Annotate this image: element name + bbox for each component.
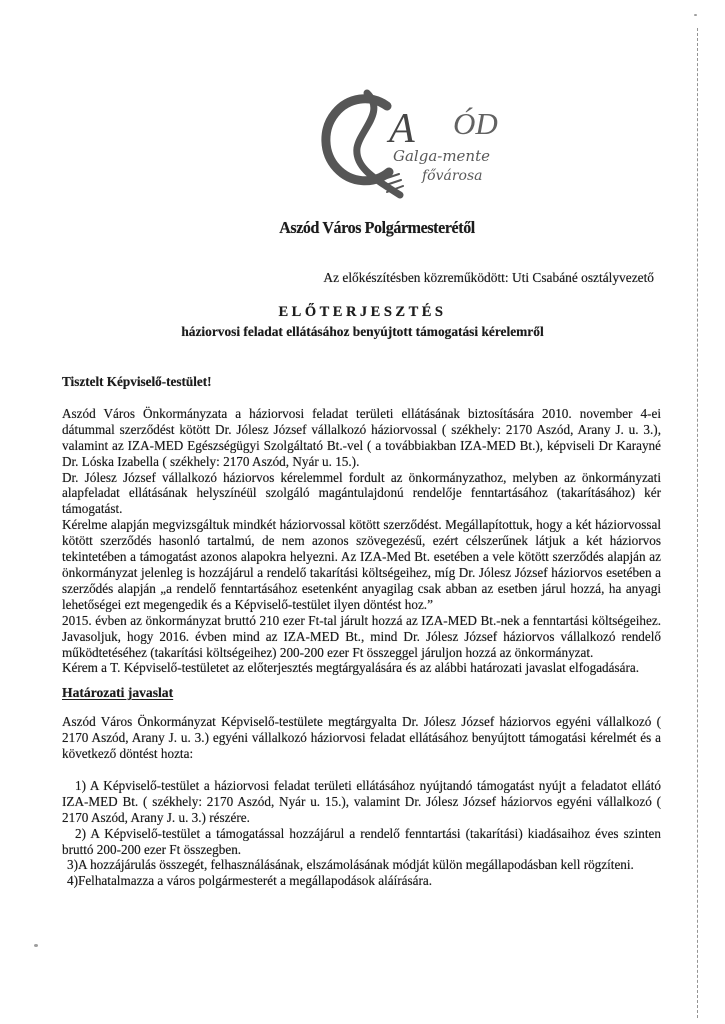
resolution-item: 3)A hozzájárulás összegét, felhasználásának, elszámolásának módját külön megállapodásban kell rögzíteni.: [67, 857, 634, 873]
resolution-heading: Határozati javaslat: [62, 685, 174, 701]
body-paragraph: Aszód Város Önkormányzata a háziorvosi feladat területi ellátásának biztosítására 2010. november 4-ei dátummal szerződést kötött Dr. Jólesz József vállalkozó háziorvossal ( székhely: 2170 Aszód, Arany J. u. 3.), valamint az IZA-MED Egészségügyi Szolgáltató Bt.-vel ( a továbbiakban IZA-MED Bt.), képviseli Dr Karayné Dr. Lóska Izabella ( székhely: 2170 Aszód, Nyár u. 15.).: [62, 405, 661, 469]
aszod-city-logo: [303, 88, 505, 200]
scan-edge-artifact: [697, 28, 698, 1018]
resolution-item: 2) A Képviselő-testület a támogatással hozzájárul a rendelő fenntartási (takarítási) kiadásaihoz éves szinten bruttó 200-200 ezer Ft összegben.: [62, 825, 661, 857]
salutation: Tisztelt Képviselő-testület!: [62, 374, 212, 389]
logo-letters-od: ÓD: [453, 106, 498, 141]
resolution-item: 4)Felhatalmazza a város polgármesterét a megállapodások aláírására.: [67, 873, 433, 889]
resolution-items: [62, 778, 661, 889]
resolution-intro: Aszód Város Önkormányzat Képviselő-testülete megtárgyalta Dr. Jólesz József háziorvos egyéni vállalkozó ( 2170 Aszód, Arany J. u. 3.) egyéni vállalkozó háziorvosi feladat ellátásához benyújtott támogatási kérelmét és a következő döntést hozta:: [62, 714, 661, 762]
logo-tagline-line1: Galga-mente: [393, 147, 491, 165]
document-title: ELŐTERJESZTÉS: [278, 304, 447, 320]
document-body: [62, 374, 661, 889]
sender-line: Aszód Város Polgármesterétől: [279, 218, 475, 237]
body-paragraph: 2015. évben az önkormányzat bruttó 210 ezer Ft-tal járult hozzá az IZA-MED Bt.-nek a fenntartási költségeihez. Javasoljuk, hogy 2016. évben mind az IZA-MED Bt., mind Dr. Jólesz József háziorvos vállalkozó rendelő működtetéséhez (takarítási költségeihez) 200-200 ezer Ft összeggel járuljon hozzá az önkormányzat.: [62, 612, 661, 660]
resolution-item: 1) A Képviselő-testület a háziorvosi feladat területi ellátásához nyújtandó támogatást nyújt a feladatot ellátó IZA-MED Bt. ( székhely: 2170 Aszód, Nyár u. 15.), valamint Dr. Jólesz József háziorvos egyéni vállalkozó ( 2170 Aszód, Arany J. u. 3.) részére.: [62, 777, 661, 825]
aszod-logo-graphic: [303, 88, 505, 200]
prepared-by-line: Az előkészítésben közreműködött: Uti Csabáné osztályvezető: [323, 270, 654, 285]
body-paragraph: Kérelme alapján megvizsgáltuk mindkét háziorvossal kötött szerződést. Megállapítottuk, hogy a két háziorvossal kötött szerződés hasonló tartalmú, de nem azonos szövegezésű, ezért célszerűnek látjuk a két háziorvos tekintetében a támogatást azonos alapokra helyezni. Az IZA-Med Bt. esetében a vele kötött szerződés alapján az önkormányzat jelenleg is hozzájárul a rendelő takarítási költségeihez, míg Dr. Jólesz József háziorvos esetében a szerződés alapján „a rendelő fenntartásához esetenként anyagilag csak abban az esetben járul hozzá, ha anyagi lehetőségei ezt megengedik és a Képviselő-testület ilyen döntést hoz.”: [62, 517, 661, 612]
scan-speck: [694, 14, 697, 16]
body-paragraph: Dr. Jólesz József vállalkozó háziorvos kérelemmel fordult az önkormányzathoz, melyben az önkormányzati alapfeladat ellátásának helyszínéül szolgáló magántulajdonú rendelője fenntartásához (takarításához) kér támogatást.: [62, 469, 661, 517]
document-subtitle: háziorvosi feladat ellátásához benyújtott támogatási kérelemről: [181, 324, 544, 339]
scan-speck: [34, 944, 38, 947]
body-paragraph: Kérem a T. Képviselő-testületet az előterjesztés megtárgyalására és az alábbi határozati javaslat elfogadására.: [62, 660, 640, 676]
logo-tagline-line2: fővárosa: [422, 168, 483, 184]
logo-letter-a: A: [389, 106, 415, 152]
